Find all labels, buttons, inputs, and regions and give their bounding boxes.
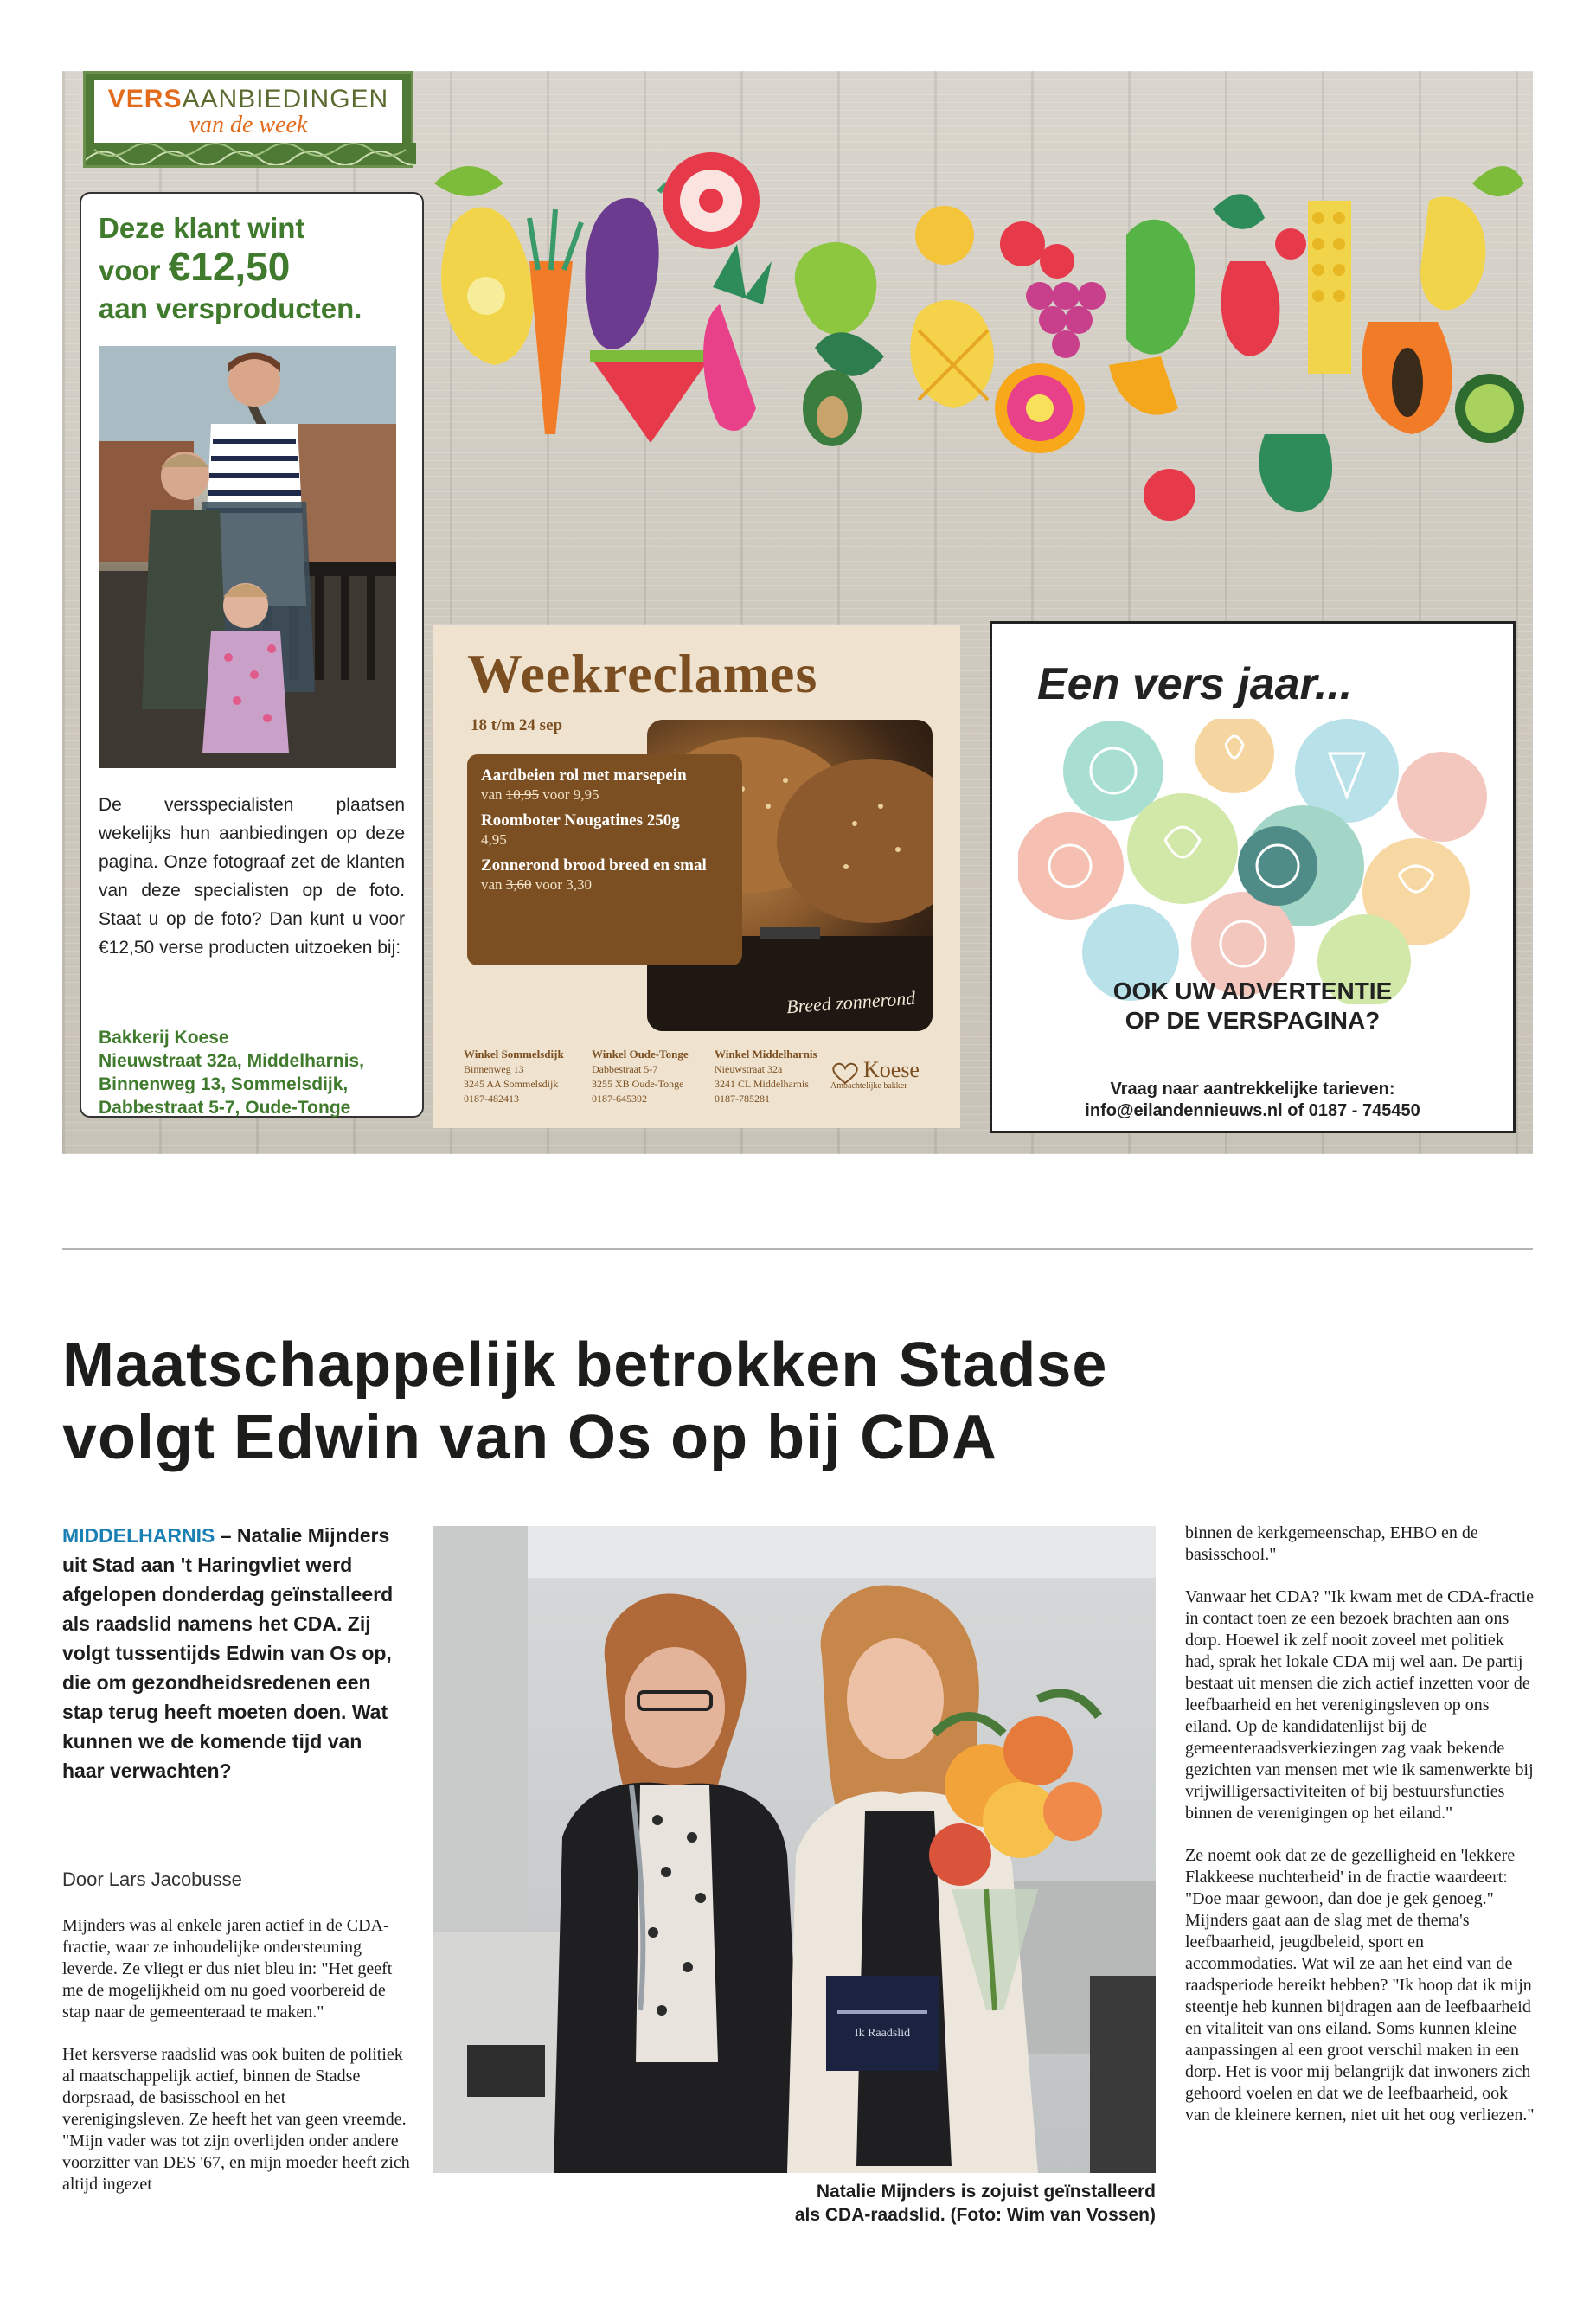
weekreclames-title: Weekreclames xyxy=(467,643,818,704)
leaf-pattern-icon xyxy=(86,143,416,165)
bread-label: Breed zonnerond xyxy=(785,986,916,1018)
article-byline: Door Lars Jacobusse xyxy=(62,1868,242,1890)
weekreclames-dates: 18 t/m 24 sep xyxy=(471,716,563,734)
photo-caption: Natalie Mijnders is zojuist geïnstalleerd als CDA-raadslid. (Foto: Wim van Vossen) xyxy=(794,2182,1156,2225)
article-photo xyxy=(433,1526,1156,2173)
paragraph: Ze noemt ook dat ze de gezelligheid en 'lekkere Flakkeese nuchterheid' in de fractie waardeert: "Doe maar gewoon, dan doe je gek genoeg." Mijnders gaat aan de slag met de thema's leefbaarheid, jeugdbeleid, sport en accommodaties. Wat wil ze aan het eind van de raadsperiode bereikt hebben? "Ik hoop dat ik mijn steentje heb kunnen bijdragen aan de leefbaarheid en vitaliteit van ons eiland. Soms kunnen kleine aanpassingen al een groot verschil maken in een dorp. Het is voor mij belangrijk dat inwoners zich gehoord voelen en dat we de leefbaarheid, ook van de kleinere kernen, niet uit het oog verliezen." xyxy=(1185,1846,1535,2125)
versaanbiedingen-ad xyxy=(62,71,1533,1154)
section-divider xyxy=(62,1248,1533,1250)
paragraph: Mijnders was al enkele jaren actief in de CDA-fractie, waar ze inhoudelijke ondersteuning leverde. Ze vliegt er dus niet bleu in: "Het geeft me de mogelijkheid om nu goed voorbereid de stap naar de gemeenteraad te maken." xyxy=(62,1916,393,2022)
offer-price: van 10,95 voor 9,95 xyxy=(481,786,599,803)
weekreclames-ad xyxy=(433,625,960,1128)
paragraph: binnen de kerkgemeenschap, EHBO en de basisschool." xyxy=(1185,1523,1478,1564)
logo-title: VERSAANBIEDINGEN xyxy=(107,85,389,113)
contact-email-link[interactable]: info@eilandennieuws.nl of 0187 - 745450 xyxy=(1085,1101,1420,1120)
offer-price: van 3,60 voor 3,30 xyxy=(481,876,592,893)
offer-price: 4,95 xyxy=(481,831,507,848)
offer-name: Aardbeien rol met marsepein xyxy=(481,766,687,785)
vegetable-circles-illustration xyxy=(1018,719,1492,1004)
vers-jaar-ad xyxy=(990,621,1516,1133)
vers-jaar-cta: OOK UW ADVERTENTIE OP DE VERSPAGINA? xyxy=(1112,977,1393,1034)
winner-body-text: De versspecialisten plaatsen wekelijks hun aanbiedingen op deze pagina. Onze fotograaf zet de klanten van deze specialisten op de foto. Staat u op de foto? Dan kunt u voor €12,50 verse producten uitzoeken bij: xyxy=(99,795,405,958)
winner-heading: Deze klant wint voor €12,50 aan versproducten. xyxy=(99,212,362,324)
article-lead: MIDDELHARNIS – Natalie Mijnders uit Stad aan 't Haringvliet werd afgelopen donderdag geïnstalleerd als raadslid namens het CDA. Zij volgt tussentijds Edwin van Os op, die om gezondheidsredenen een stap terug heeft moeten doen. Wat kunnen we de komende tijd van haar verwachten? xyxy=(62,1524,394,1782)
shop-entry: Winkel Sommelsdijk Binnenweg 13 3245 AA Sommelsdijk 0187-482413 xyxy=(464,1048,564,1105)
article-headline: Maatschappelijk betrokken Stadse volgt Edwin van Os op bij CDA xyxy=(62,1330,1108,1472)
vers-jaar-contact: Vraag naar aantrekkelijke tarieven: info@eilandennieuws.nl of 0187 - 745450 xyxy=(992,1079,1513,1122)
koese-logo: Koese Ambachtelijke bakker xyxy=(830,1057,920,1092)
shop-entry: Winkel Middelharnis Nieuwstraat 32a 3241 CL Middelharnis 0187-785281 xyxy=(715,1048,817,1105)
article-column-1 xyxy=(62,1915,410,2216)
paragraph: Vanwaar het CDA? "Ik kwam met de CDA-fractie in contact toen ze een bezoek brachten aan ons dorp. Hoewel ik zelf nooit zoveel met politiek had, sprak het lokale CDA mij wel aan. De partij bestaat uit mensen die zich actief inzetten voor de leefbaarheid en het verenigingsleven op ons eiland. Op de kandidatenlijst bij de gemeenteraadsverkiezingen zag vaak bekende gezichten van mensen met wie ik samenwerkte bij vrijwilligersactiviteiten of bij bestuursfuncties binnen de verenigingen op het eiland." xyxy=(1185,1587,1535,1823)
logo-subtitle: van de week xyxy=(189,112,308,138)
offer-name: Zonnerond brood breed en smal xyxy=(481,856,707,875)
fruit-vegetable-illustration xyxy=(434,149,1524,599)
photo-booklet-label: Ik Raadslid xyxy=(854,2027,911,2040)
dateline-place: MIDDELHARNIS xyxy=(62,1524,215,1547)
offer-name: Roomboter Nougatines 250g xyxy=(481,811,680,830)
winner-card xyxy=(80,192,424,1118)
weekreclames-offers xyxy=(467,754,742,965)
winner-amount: €12,50 xyxy=(168,244,291,289)
winner-photo xyxy=(99,346,396,768)
winner-address: Bakkerij Koese Nieuwstraat 32a, Middelharnis, Binnenweg 13, Sommelsdijk, Dabbestraat 5-7, Oude-Tonge xyxy=(99,1028,364,1118)
vers-jaar-title: Een vers jaar... xyxy=(1037,659,1353,709)
paragraph: Het kersverse raadslid was ook buiten de politiek al maatschappelijk actief, binnen de Stadse dorpsraad, de basisschool en het verenigingsleven. Ze heeft het van geen vreemde. "Mijn vader was tot zijn overlijden onder andere voorzitter van DES '67, en mijn moeder heeft zich altijd ingezet xyxy=(62,2045,410,2194)
versaanbiedingen-logo xyxy=(83,71,413,168)
article-column-3 xyxy=(1185,1522,1535,2147)
shop-entry: Winkel Oude-Tonge Dabbestraat 5-7 3255 XB Oude-Tonge 0187-645392 xyxy=(592,1048,689,1105)
